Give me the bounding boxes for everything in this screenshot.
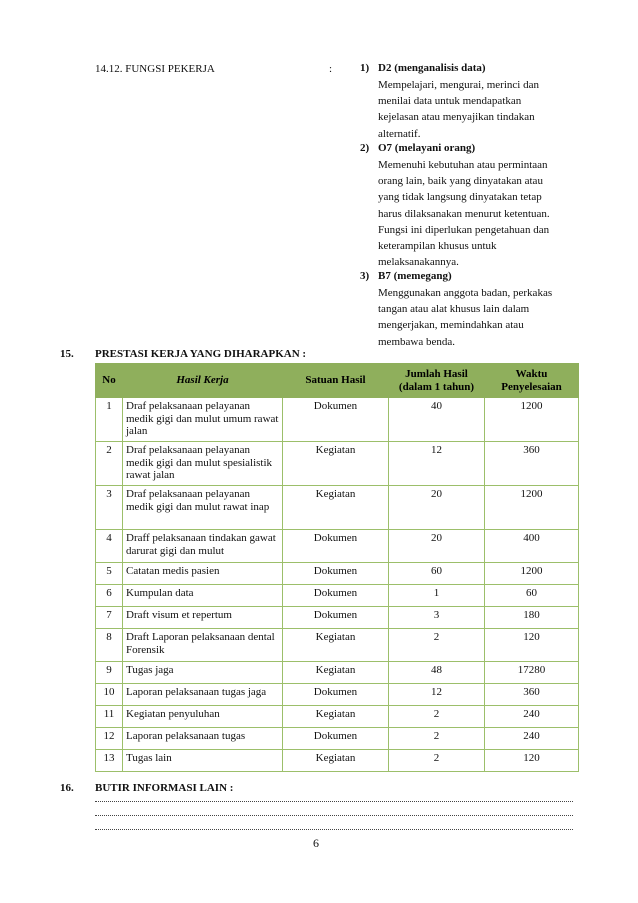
dotted-fill-line	[95, 801, 573, 802]
cell-waktu-penyelesaian: 240	[485, 728, 579, 750]
cell-jumlah-hasil: 12	[389, 442, 485, 486]
function-1-number: 1)	[360, 62, 370, 74]
cell-no: 12	[96, 728, 123, 750]
cell-satuan-hasil: Kegiatan	[283, 662, 389, 684]
section-16-title: BUTIR INFORMASI LAIN :	[95, 782, 234, 794]
table-row	[96, 728, 579, 750]
cell-no: 8	[96, 629, 123, 662]
cell-satuan-hasil: Dokumen	[283, 728, 389, 750]
table-row	[96, 629, 579, 662]
cell-waktu-penyelesaian: 400	[485, 530, 579, 563]
function-2-line: orang lain, baik yang dinyatakan atau	[378, 175, 543, 188]
work-results-table	[95, 363, 579, 772]
table-row	[96, 563, 579, 585]
function-2-line: Fungsi ini diperlukan pengetahuan dan	[378, 223, 550, 236]
cell-no: 10	[96, 684, 123, 706]
cell-jumlah-hasil: 20	[389, 486, 485, 530]
cell-jumlah-hasil: 2	[389, 750, 485, 772]
cell-hasil-kerja: Tugas jaga	[123, 662, 283, 684]
dotted-fill-line	[95, 829, 573, 830]
function-3-number: 3)	[360, 270, 370, 282]
cell-waktu-penyelesaian: 120	[485, 750, 579, 772]
function-2-line: keterampilan khusus untuk	[378, 240, 497, 253]
cell-no: 11	[96, 706, 123, 728]
table-row	[96, 662, 579, 684]
function-1-line: menilai data untuk mendapatkan	[378, 95, 522, 108]
dotted-fill-line	[95, 815, 573, 816]
section-15-number: 15.	[60, 348, 74, 360]
cell-jumlah-hasil: 3	[389, 607, 485, 629]
function-1-line: alternatif.	[378, 127, 421, 140]
section-16-number: 16.	[60, 782, 74, 794]
cell-hasil-kerja: Draft visum et repertum	[123, 607, 283, 629]
cell-hasil-kerja: Draft Laporan pelaksanaan dental Forensik	[123, 629, 283, 662]
cell-hasil-kerja: Tugas lain	[123, 750, 283, 772]
cell-jumlah-hasil: 48	[389, 662, 485, 684]
cell-jumlah-hasil: 20	[389, 530, 485, 563]
cell-satuan-hasil: Dokumen	[283, 684, 389, 706]
cell-hasil-kerja: Kegiatan penyuluhan	[123, 706, 283, 728]
cell-satuan-hasil: Dokumen	[283, 607, 389, 629]
function-1-description	[378, 77, 598, 142]
function-1-title: D2 (menganalisis data)	[378, 62, 486, 74]
cell-no: 4	[96, 530, 123, 563]
cell-waktu-penyelesaian: 1200	[485, 486, 579, 530]
cell-satuan-hasil: Kegiatan	[283, 629, 389, 662]
cell-waktu-penyelesaian: 360	[485, 442, 579, 486]
cell-hasil-kerja: Draf pelaksanaan pelayanan medik gigi dan mulut rawat inap	[123, 486, 283, 530]
table-row	[96, 442, 579, 486]
cell-hasil-kerja: Catatan medis pasien	[123, 563, 283, 585]
header-waktu-line1: Waktu	[515, 367, 548, 380]
cell-no: 2	[96, 442, 123, 486]
header-jumlah-hasil	[389, 364, 485, 398]
table-row	[96, 607, 579, 629]
function-2-description	[378, 157, 598, 270]
function-2-line: Memenuhi kebutuhan atau permintaan	[378, 159, 548, 171]
function-3-line: membawa benda.	[378, 335, 455, 348]
function-3-line: mengerjakan, memindahkan atau	[378, 319, 524, 332]
cell-waktu-penyelesaian: 120	[485, 629, 579, 662]
function-2-line: yang tidak langsung dinyatakan tetap	[378, 191, 542, 204]
cell-jumlah-hasil: 2	[389, 706, 485, 728]
function-3-description	[378, 285, 598, 350]
section-15-title: PRESTASI KERJA YANG DIHARAPKAN :	[95, 348, 307, 360]
cell-no: 5	[96, 563, 123, 585]
function-3-title: B7 (memegang)	[378, 270, 452, 282]
cell-satuan-hasil: Kegiatan	[283, 442, 389, 486]
header-no: No	[96, 364, 123, 398]
cell-jumlah-hasil: 40	[389, 398, 485, 442]
function-2-line: melaksanakannya.	[378, 256, 459, 269]
cell-satuan-hasil: Dokumen	[283, 530, 389, 563]
function-2-title: O7 (melayani orang)	[378, 142, 476, 154]
header-waktu-penyelesaian	[485, 364, 579, 398]
cell-jumlah-hasil: 2	[389, 728, 485, 750]
table-row	[96, 530, 579, 563]
cell-no: 7	[96, 607, 123, 629]
table-row	[96, 684, 579, 706]
header-hasil-kerja: Hasil Kerja	[123, 364, 283, 398]
page-number: 6	[313, 836, 319, 850]
cell-jumlah-hasil: 2	[389, 629, 485, 662]
cell-hasil-kerja: Laporan pelaksanaan tugas jaga	[123, 684, 283, 706]
function-1-line: kejelasan atau menyajikan tindakan	[378, 111, 535, 124]
table-row	[96, 398, 579, 442]
cell-jumlah-hasil: 60	[389, 563, 485, 585]
table-row	[96, 750, 579, 772]
table-row	[96, 486, 579, 530]
header-jumlah-line1: Jumlah Hasil	[405, 367, 468, 380]
header-waktu-line2: Penyelesaian	[501, 380, 562, 393]
table-row	[96, 706, 579, 728]
cell-satuan-hasil: Kegiatan	[283, 706, 389, 728]
cell-jumlah-hasil: 1	[389, 585, 485, 607]
cell-satuan-hasil: Kegiatan	[283, 750, 389, 772]
section-14-12-title: 14.12. FUNGSI PEKERJA	[95, 63, 215, 75]
function-2-line: harus dilaksanakan menurut ketentuan.	[378, 207, 550, 220]
cell-hasil-kerja: Kumpulan data	[123, 585, 283, 607]
function-3-line: Menggunakan anggota badan, perkakas	[378, 287, 553, 299]
cell-no: 9	[96, 662, 123, 684]
cell-satuan-hasil: Kegiatan	[283, 486, 389, 530]
cell-satuan-hasil: Dokumen	[283, 398, 389, 442]
cell-no: 13	[96, 750, 123, 772]
function-3-line: tangan atau alat khusus lain dalam	[378, 303, 530, 316]
cell-satuan-hasil: Dokumen	[283, 585, 389, 607]
cell-waktu-penyelesaian: 360	[485, 684, 579, 706]
cell-jumlah-hasil: 12	[389, 684, 485, 706]
cell-waktu-penyelesaian: 1200	[485, 563, 579, 585]
cell-no: 6	[96, 585, 123, 607]
cell-hasil-kerja: Draf pelaksanaan pelayanan medik gigi dan mulut umum rawat jalan	[123, 398, 283, 442]
cell-hasil-kerja: Draf pelaksanaan pelayanan medik gigi dan mulut spesialistik rawat jalan	[123, 442, 283, 486]
cell-satuan-hasil: Dokumen	[283, 563, 389, 585]
header-jumlah-line2: (dalam 1 tahun)	[398, 380, 475, 393]
table-header-row	[96, 364, 579, 398]
cell-no: 3	[96, 486, 123, 530]
cell-waktu-penyelesaian: 17280	[485, 662, 579, 684]
function-2-number: 2)	[360, 142, 370, 154]
cell-hasil-kerja: Draff pelaksanaan tindakan gawat darurat gigi dan mulut	[123, 530, 283, 563]
cell-waktu-penyelesaian: 60	[485, 585, 579, 607]
header-satuan-hasil: Satuan Hasil	[283, 364, 389, 398]
cell-waktu-penyelesaian: 180	[485, 607, 579, 629]
table-row	[96, 585, 579, 607]
cell-no: 1	[96, 398, 123, 442]
cell-hasil-kerja: Laporan pelaksanaan tugas	[123, 728, 283, 750]
cell-waktu-penyelesaian: 1200	[485, 398, 579, 442]
cell-waktu-penyelesaian: 240	[485, 706, 579, 728]
section-14-12-colon: :	[329, 63, 333, 75]
function-1-line: Mempelajari, mengurai, merinci dan	[378, 79, 539, 91]
